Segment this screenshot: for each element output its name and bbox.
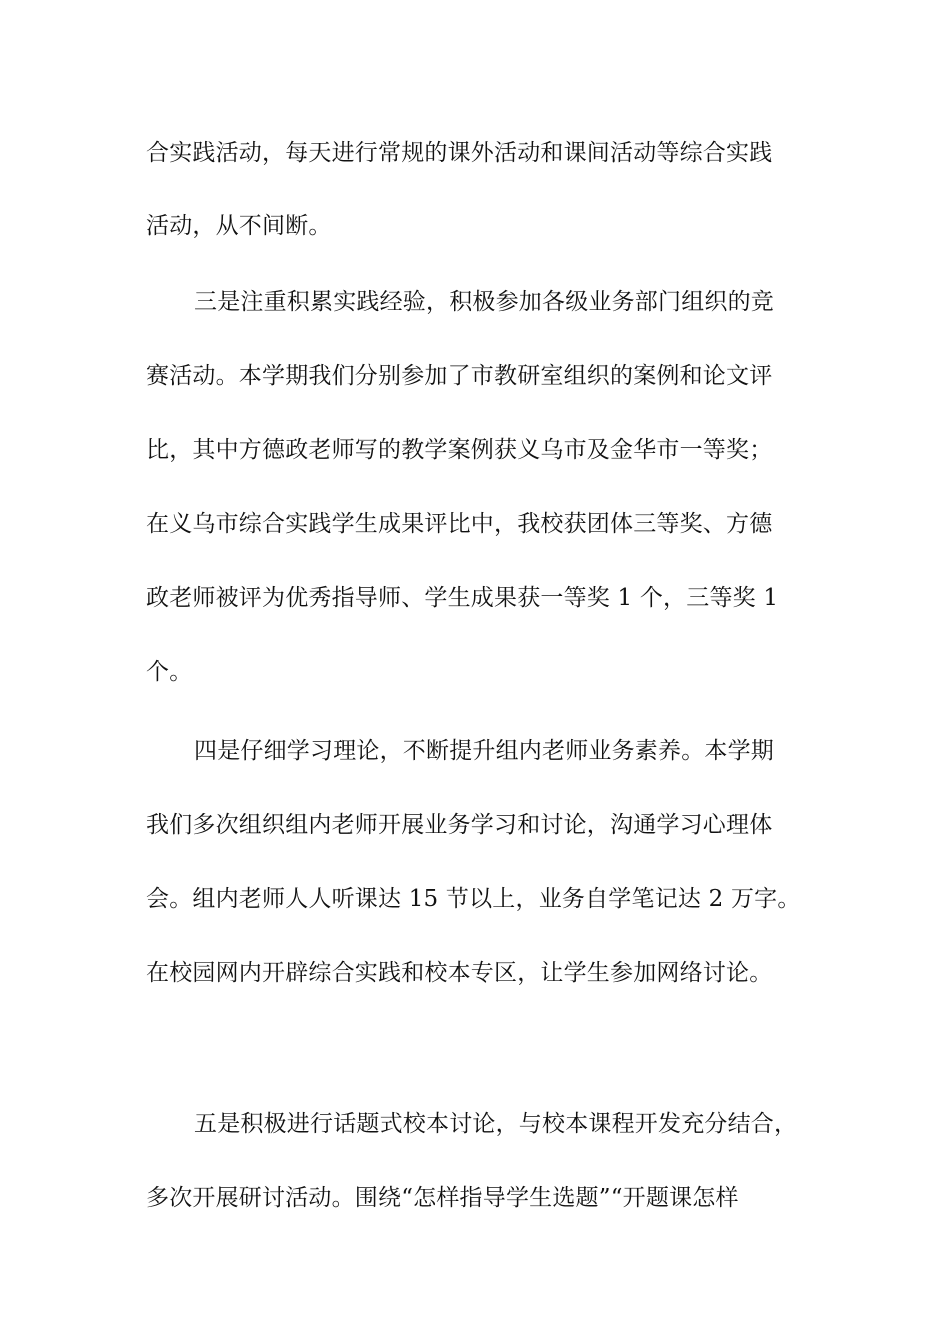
text-line: 合实践活动，每天进行常规的课外活动和课间活动等综合实践 bbox=[146, 140, 773, 166]
text-line: 在校园网内开辟综合实践和校本专区，让学生参加网络讨论。 bbox=[146, 960, 773, 986]
text-line: 比，其中方德政老师写的教学案例获义乌市及金华市一等奖； bbox=[146, 437, 773, 463]
text-line: 政老师被评为优秀指导师、学生成果获一等奖 1 个，三等奖 1 bbox=[146, 585, 779, 611]
text-line: 我们多次组织组内老师开展业务学习和讨论，沟通学习心理体 bbox=[146, 812, 773, 838]
paragraph-start-line: 三是注重积累实践经验，积极参加各级业务部门组织的竞 bbox=[194, 289, 774, 315]
paragraph-start-line: 四是仔细学习理论，不断提升组内老师业务素养。本学期 bbox=[194, 738, 774, 764]
text-line: 活动，从不间断。 bbox=[146, 213, 332, 239]
text-line: 会。组内老师人人听课达 15 节以上，业务自学笔记达 2 万字。 bbox=[146, 886, 801, 912]
text-line: 赛活动。本学期我们分别参加了市教研室组织的案例和论文评 bbox=[146, 363, 773, 389]
text-line: 多次开展研讨活动。围绕“怎样指导学生选题”“开题课怎样 bbox=[146, 1185, 739, 1211]
paragraph-start-line: 五是积极进行话题式校本讨论，与校本课程开发充分结合， bbox=[194, 1111, 798, 1137]
text-line: 个。 bbox=[146, 659, 193, 685]
text-line: 在义乌市综合实践学生成果评比中，我校获团体三等奖、方德 bbox=[146, 511, 773, 537]
